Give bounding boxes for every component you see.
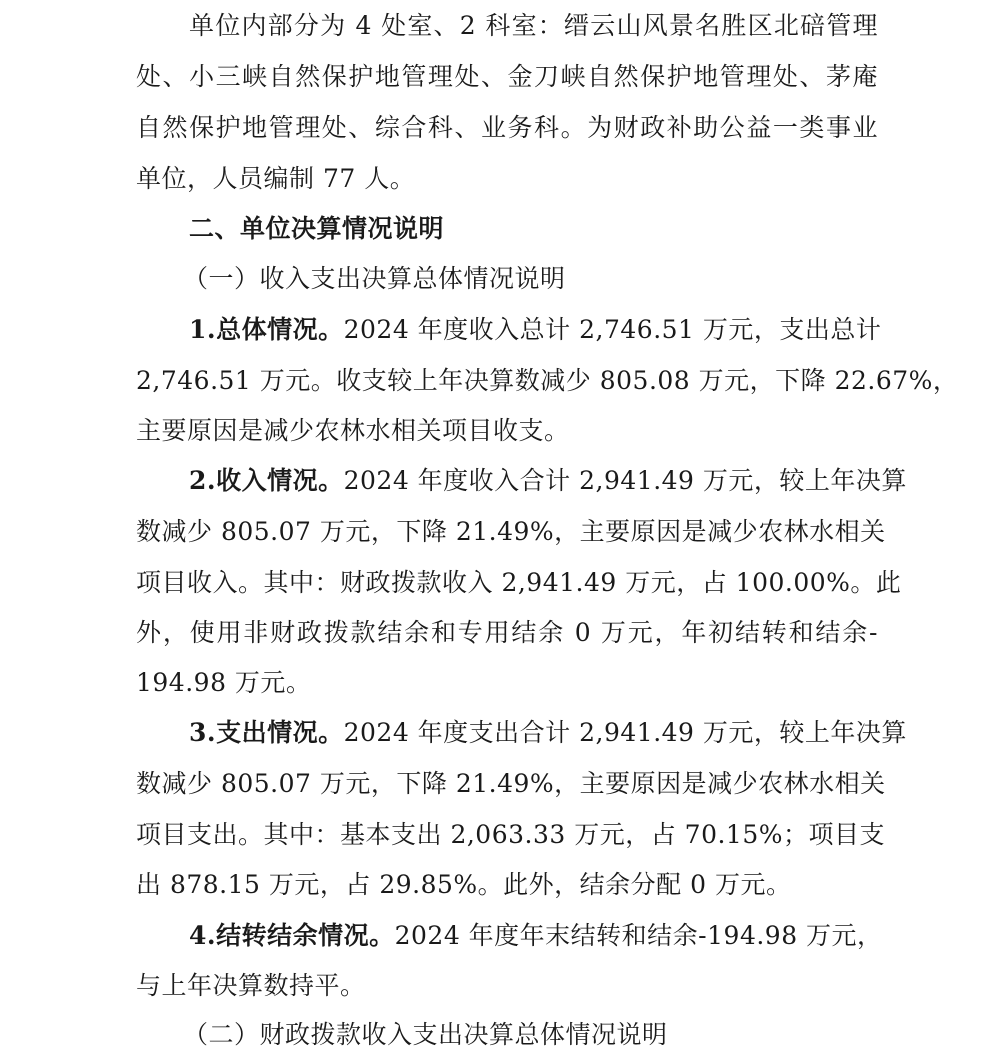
paragraph-2-line-1-text: 2024 年度收入合计 2,941.49 万元，较上年决算 xyxy=(343,466,907,495)
subsection-heading-2: （二）财政拨款收入支出决算总体情况说明 xyxy=(183,1020,668,1049)
paragraph-3-line-2: 数减少 805.07 万元，下降 21.49%，主要原因是减少农林水相关 xyxy=(136,769,886,798)
paragraph-3-label: 3.支出情况。 xyxy=(189,718,344,747)
intro-line-2: 处、小三峡自然保护地管理处、金刀峡自然保护地管理处、茅庵 xyxy=(136,62,878,91)
paragraph-4-line-1-text: 2024 年度年末结转和结余-194.98 万元， xyxy=(394,921,883,950)
paragraph-2-label: 2.收入情况。 xyxy=(189,466,344,495)
paragraph-3-line-1-text: 2024 年度支出合计 2,941.49 万元，较上年决算 xyxy=(343,718,907,747)
paragraph-3-line-4: 出 878.15 万元，占 29.85%。此外，结余分配 0 万元。 xyxy=(136,870,792,899)
paragraph-4-line-1 xyxy=(189,919,883,953)
paragraph-1-label: 1.总体情况。 xyxy=(189,315,344,344)
paragraph-1-line-1-text: 2024 年度收入总计 2,746.51 万元，支出总计 xyxy=(343,315,882,344)
subsection-heading-1: （一）收入支出决算总体情况说明 xyxy=(183,264,566,293)
intro-line-3: 自然保护地管理处、综合科、业务科。为财政补助公益一类事业 xyxy=(136,113,878,142)
intro-line-4: 单位，人员编制 77 人。 xyxy=(136,164,416,193)
intro-line-1: 单位内部分为 4 处室、2 科室：缙云山风景名胜区北碚管理 xyxy=(189,11,878,40)
paragraph-2-line-2: 数减少 805.07 万元，下降 21.49%，主要原因是减少农林水相关 xyxy=(136,517,886,546)
paragraph-4-line-2: 与上年决算数持平。 xyxy=(136,971,366,1000)
paragraph-1-line-2: 2,746.51 万元。收支较上年决算数减少 805.08 万元，下降 22.67%， xyxy=(136,366,959,395)
paragraph-3-line-3: 项目支出。其中：基本支出 2,063.33 万元，占 70.15%；项目支 xyxy=(136,820,885,849)
paragraph-2-line-1 xyxy=(189,464,907,498)
paragraph-1-line-3: 主要原因是减少农林水相关项目收支。 xyxy=(136,416,570,445)
paragraph-1-line-1 xyxy=(189,313,882,347)
paragraph-3-line-1 xyxy=(189,716,907,750)
paragraph-4-label: 4.结转结余情况。 xyxy=(189,921,395,950)
paragraph-2-line-4: 外，使用非财政拨款结余和专用结余 0 万元，年初结转和结余- xyxy=(136,618,878,647)
section-heading: 二、单位决算情况说明 xyxy=(189,214,445,243)
paragraph-2-line-3: 项目收入。其中：财政拨款收入 2,941.49 万元，占 100.00%。此 xyxy=(136,568,902,597)
paragraph-2-line-5: 194.98 万元。 xyxy=(136,668,312,697)
